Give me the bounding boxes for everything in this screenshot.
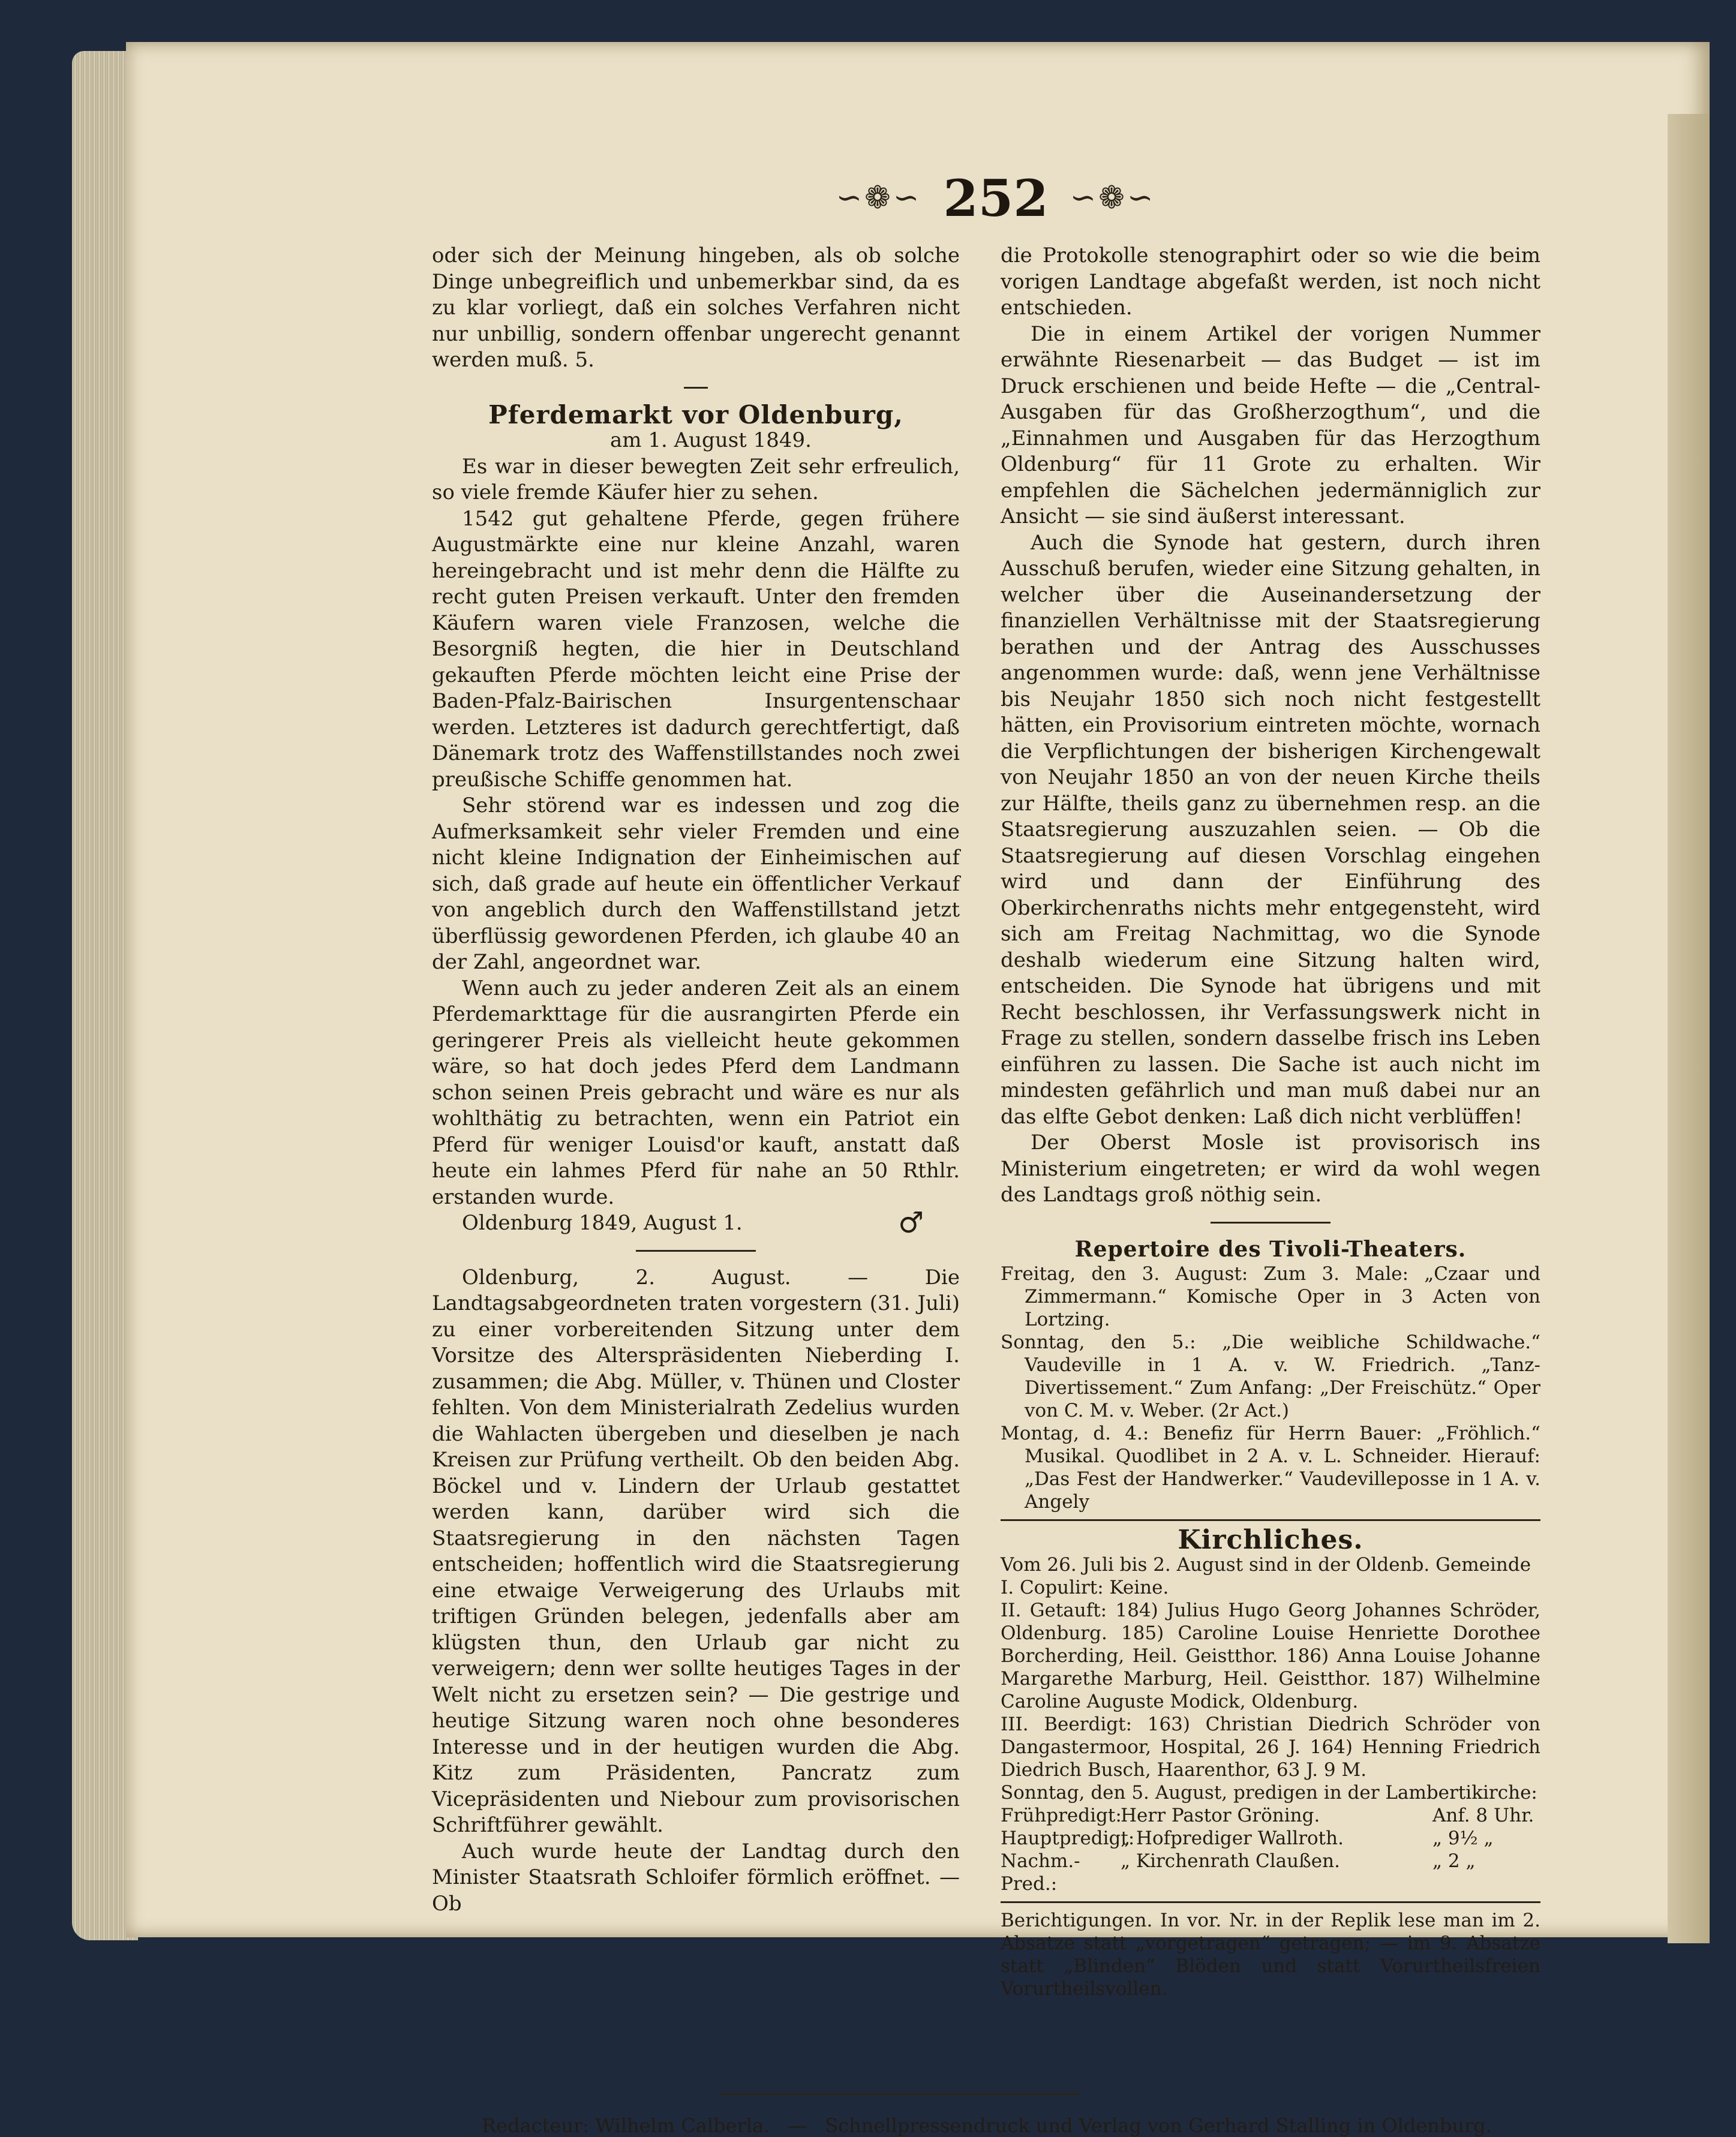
left-para-top: oder sich der Meinung hingeben, als ob solche Dinge unbegreiflich und unbemerkbar sind, da es zu klar vorliegt, daß ein solches Verfahren nicht nur unbillig, sondern offenbar ungerecht genannt werden muß. 5. — [432, 244, 960, 372]
church-copulirt: I. Copulirt: Keine. — [1001, 1576, 1169, 1598]
church-section — [1001, 1553, 1540, 1804]
article-paragraph: Wenn auch zu jeder anderen Zeit als an einem Pferdemarkttage für die ausrangirten Pferde ein geringerer Preis als vielleicht heute gekommen wäre, so hat doch jedes Pferd dem Landmann schon seinen Preis gebracht und wäre es nur als wohlthätig zu betrachten, wenn ein Patriot ein Pferd für weniger Louisd'or kauft, anstatt daß heute ein lahmes Pferd für nahe an 50 Rthlr. erstanden wurde. — [432, 976, 960, 1209]
repertoire-list — [1001, 1263, 1540, 1513]
right-ornament-icon: ∽❁∽ — [1070, 180, 1156, 216]
article-paragraph: Die in einem Artikel der vorigen Nummer erwähnte Riesenarbeit — das Budget — ist im Druck erschienen und beide Hefte — die „Central-Ausgaben für das Großherzogthum“, und die „Einnahmen und Ausgaben für das Herzogthum Oldenburg“ für 11 Grote zu erhalten. Wir empfehlen die Sächelchen jedermänniglich zur Ansicht — sie sind äußerst interessant. — [1001, 321, 1540, 528]
repertoire-title: Repertoire des Tivoli-Theaters. — [1074, 1236, 1467, 1262]
preacher-role: Nachm.-Pred.: — [1001, 1850, 1080, 1895]
preacher-time: „ 9½ „ — [1432, 1827, 1494, 1849]
preacher-row — [1001, 1804, 1540, 1827]
article-paragraph: Es war in dieser bewegten Zeit sehr erfreulich, so viele fremde Käufer hier zu sehen. — [432, 454, 960, 504]
article-dateline: Oldenburg 1849, August 1. — [462, 1211, 743, 1235]
preacher-time: Anf. 8 Uhr. — [1432, 1804, 1534, 1826]
article-paragraph: die Protokolle stenographirt oder so wie die beim vorigen Landtage abgefaßt werden, ist noch nicht entschieden. — [1001, 244, 1540, 320]
church-sunday: Sonntag, den 5. August, predigen in der Lambertikirche: — [1001, 1781, 1537, 1804]
church-beerdigt: III. Beerdigt: 163) Christian Diedrich Schröder von Dangastermoor, Hospital, 26 J. 164) Henning Friedrich Diedrich Busch, Haarenthor, 63 J. 9 M. — [1001, 1713, 1540, 1781]
article-paragraph: Auch wurde heute der Landtag durch den Minister Staatsrath Schloifer förmlich eröffnet. — Ob — [432, 1839, 960, 1916]
footer-rule — [720, 2093, 1080, 2095]
article-paragraph: Auch die Synode hat gestern, durch ihren Ausschuß berufen, wieder eine Sitzung gehalten, in welcher über die Auseinandersetzung der finanziellen Verhältnisse mit der Staatsregierung berathen und der Antrag des Ausschusses angenommen wurde: daß, wenn jene Verhältnisse bis Neujahr 1850 sich noch nicht festgestellt hätten, ein Provisorium eintreten möchte, wornach die Verpflichtungen der bisherigen Kirchengewalt von Neujahr 1850 an von der neuen Kirche theils zur Hälfte, theils ganz zu übernehmen resp. an die Staatsregierung auszuzahlen seien. — Ob die Staatsregierung auf diesen Vorschlag eingehen wird und dann der Einführung des Oberkirchenraths nichts mehr entgegensteht, wird sich am Freitag Nachmittag, wo die Synode deshalb wiederum eine Sitzung halten wird, entscheiden. Die Synode hat übrigens und mit Recht beschlossen, ihr Verfassungswerk nicht in Frage zu stellen, sondern dasselbe frisch ins Leben einführen zu lassen. Die Sache ist auch nicht im mindesten gefährlich und man muß dabei nur an das elfte Gebot denken: Laß dich nicht verblüffen! — [1001, 530, 1540, 1129]
preacher-row — [1001, 1850, 1540, 1895]
church-title: Kirchliches. — [1178, 1525, 1363, 1555]
author-sign: ♂ — [897, 1206, 924, 1240]
facing-page-edge — [1668, 114, 1710, 1943]
repertoire-item: Freitag, den 3. August: Zum 3. Male: „Czaar und Zimmermann.“ Komische Oper in 3 Acten von Lortzing. — [1001, 1263, 1540, 1330]
repertoire-item: Montag, d. 4.: Benefiz für Herrn Bauer: „Fröhlich.“ Musikal. Quodlibet in 2 A. v. L. Schneider. Hierauf: „Das Fest der Handwerker.“ Vaudevilleposse in 1 A. v. Angely — [1001, 1423, 1540, 1513]
article-paragraph: 1542 gut gehaltene Pferde, gegen frühere Augustmärkte eine nur kleine Anzahl, waren hereingebracht und ist mehr denn die Hälfte zu recht guten Preisen verkauft. Unter den fremden Käufern waren viele Franzosen, welche die Besorgniß hegten, die hier in Deutschland gekauften Pferde möchten leicht eine Prise der Baden-Pfalz-Bairischen Insurgentenschaar werden. Letzteres ist dadurch gerechtfertigt, daß Dänemark trotz des Waffenstillstandes noch zwei preußische Schiffe genommen hat. — [432, 506, 960, 792]
imprint-footer — [432, 2114, 1542, 2137]
article-title-horse-market: Pferdemarkt vor Oldenburg, — [488, 399, 903, 429]
left-ornament-icon: ∽❁∽ — [836, 180, 922, 216]
preacher-name: „ Kirchenrath Claußen. — [1121, 1850, 1340, 1872]
left-column — [432, 243, 960, 1917]
preacher-name: „ Hofprediger Wallroth. — [1121, 1827, 1344, 1849]
corrections-text: Berichtigungen. In vor. Nr. in der Replik lese man im 2. Absatze statt „vorgetragen“ getragen; — im 9. Absatze statt „Blinden“ Blöden und statt Vorurtheilsfreien Vorurtheilsvollen. — [1001, 1909, 1540, 2000]
article-paragraph: Der Oberst Mosle ist provisorisch ins Ministerium eingetreten; er wird da wohl wegen des Landtags groß nöthig sein. — [1001, 1131, 1540, 1207]
editor-line: Redacteur: Wilhelm Calberla. — [482, 2114, 770, 2137]
page-number: 252 — [943, 168, 1049, 228]
divider — [1211, 1222, 1330, 1224]
footer-dash: — — [788, 2114, 807, 2137]
article-subtitle: am 1. August 1849. — [610, 428, 812, 452]
corrections-section — [1001, 1909, 1540, 2000]
preacher-name: Herr Pastor Gröning. — [1121, 1804, 1320, 1826]
section-rule — [1001, 1519, 1540, 1521]
article-dateline-row — [432, 1206, 960, 1240]
section-rule — [1001, 1901, 1540, 1903]
page-header — [836, 162, 1156, 234]
preacher-role: Frühpredigt: — [1001, 1804, 1122, 1826]
article-paragraph: Sehr störend war es indessen und zog die Aufmerksamkeit sehr vieler Fremden und eine nicht kleine Indignation der Einheimischen auf sich, daß grade auf heute ein öffentlicher Verkauf von angeblich durch den Waffenstillstand jetzt überflüssig gewordenen Pferden, ich glaube 40 an der Zahl, angeordnet war. — [432, 794, 960, 974]
preacher-row — [1001, 1827, 1540, 1850]
article-paragraph: Oldenburg, 2. August. — Die Landtagsabgeordneten traten vorgestern (31. Juli) zu einer vorbereitenden Sitzung unter dem Vorsitze des Alterspräsidenten Nieberding I. zusammen; die Abg. Müller, v. Thünen und Closter fehlten. Von dem Ministerialrath Zedelius wurden die Wahlacten übergeben und dieselben je nach Kreisen zur Prüfung vertheilt. Ob den beiden Abg. Böckel und v. Lindern der Urlaub gestattet werden kann, darüber wird sich die Staatsregierung in den nächsten Tagen entscheiden; hoffentlich wird die Staatsregierung eine etwaige Verweigerung des Urlaubs mit triftigen Gründen belegen, jedenfalls aber am klügsten thun, den Urlaub gar nicht zu verweigern; denn wer sollte heutiges Tages in der Welt nicht zu ersetzen sein? — Die gestrige und heutige Sitzung waren noch ohne besonderes Interesse und in der heutigen wurden die Abg. Kitz zum Präsidenten, Pancratz zum Vicepräsidenten und Niebour zum provisorischen Schriftführer gewählt. — [432, 1265, 960, 1837]
preacher-time: „ 2 „ — [1432, 1850, 1476, 1872]
divider — [684, 387, 708, 389]
church-getauft: II. Getauft: 184) Julius Hugo Georg Johannes Schröder, Oldenburg. 185) Caroline Louise Henriette Dorothee Borcherding, Heil. Geistthor. 186) Anna Louise Johanne Margarethe Marburg, Heil. Geistthor. 187) Wilhelmine Caroline Auguste Modick, Oldenburg. — [1001, 1599, 1540, 1712]
printer-line: Schnellpressendruck und Verlag von Gerhard Stalling in Oldenburg. — [825, 2114, 1492, 2137]
right-column — [1001, 243, 1540, 2000]
divider — [636, 1250, 756, 1252]
repertoire-item: Sonntag, den 5.: „Die weibliche Schildwache.“ Vaudeville in 1 A. v. W. Friedrich. „Tanz-Divertissement.“ Zum Anfang: „Der Freischütz.“ Oper von C. M. v. Weber. (2r Act.) — [1001, 1332, 1540, 1421]
church-intro: Vom 26. Juli bis 2. August sind in der Oldenb. Gemeinde — [1001, 1553, 1531, 1576]
preacher-role: Hauptpredigt: — [1001, 1827, 1135, 1849]
